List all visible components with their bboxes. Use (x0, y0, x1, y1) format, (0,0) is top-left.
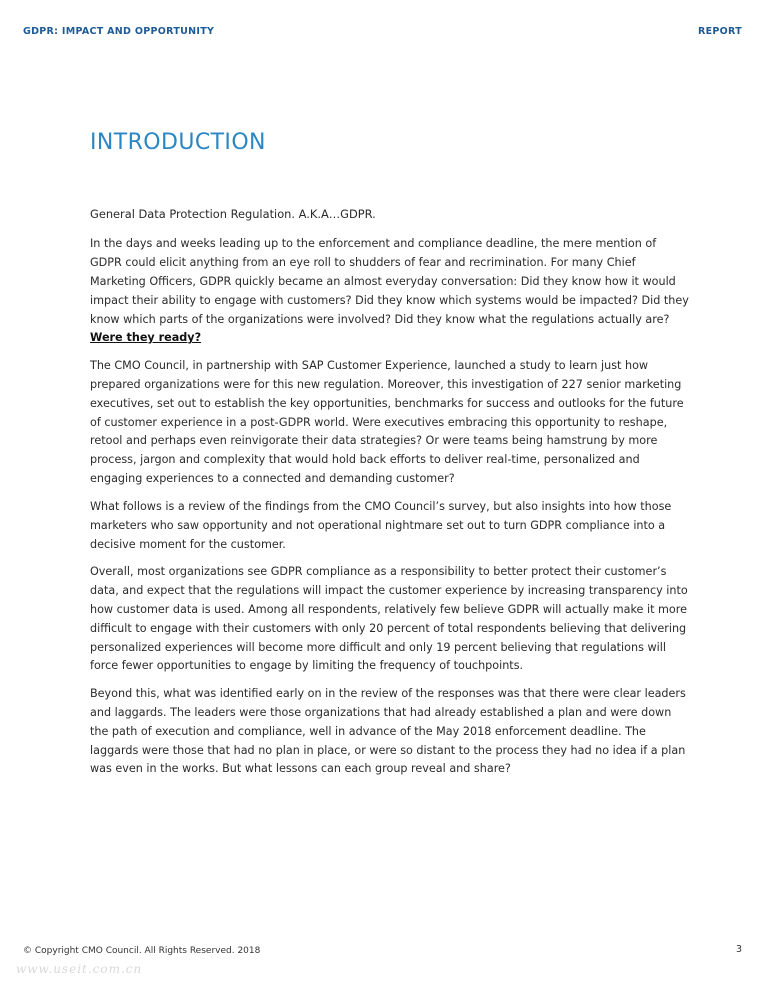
paragraph-3: What follows is a review of the findings from the CMO Council’s survey, but also insights into how those marketers who saw opportunity and not operational nightmare set out to turn GDPR compliance into a decisive moment for the customer. (90, 499, 672, 551)
paragraph-1-text: In the days and weeks leading up to the enforcement and compliance deadline, the mere mention of GDPR could elicit anything from an eye roll to shudders of fear and recrimination. For many Chief Marketing Officers, GDPR quickly became an almost everyday conversation: Did they know how it would impact their ability to engage with customers? Did they know which systems would be impacted? Did they know which parts of the organizations were involved? Did they know what the regulations actually are? (90, 236, 689, 326)
page-title: INTRODUCTION (90, 130, 266, 155)
page-number: 3 (735, 944, 742, 955)
paragraph-2: The CMO Council, in partnership with SAP Customer Experience, launched a study to learn just how prepared organizations were for this new regulation. Moreover, this investigation of 227 senior marketing executives, set out to establish the key opportunities, benchmarks for success and outlooks for the future of customer experience in a post-GDPR world. Were executives embracing this opportunity to reshape, retool and perhaps even reinvigorate their data strategies? Or were teams being hamstrung by more process, jargon and complexity that would hold back efforts to deliver real-time, personalized and engaging experiences to a connected and demanding customer? (90, 358, 684, 486)
paragraph-1 (90, 235, 690, 348)
running-header-title: GDPR: IMPACT AND OPPORTUNITY (23, 26, 215, 37)
paragraph-4: Overall, most organizations see GDPR compliance as a responsibility to better protect their customer’s data, and expect that the regulations will impact the customer experience by increasing transparency into how customer data is used. Among all respondents, relatively few believe GDPR will actually make it more difficult to engage with their customers with only 20 percent of total respondents believing that delivering personalized experiences will become more difficult and only 19 percent believing that regulations will force fewer opportunities to engage by limiting the frequency of touchpoints. (90, 564, 688, 673)
copyright-footer: © Copyright CMO Council. All Rights Reserved. 2018 (23, 946, 261, 956)
watermark: www.useit.com.cn (16, 962, 143, 976)
subheading: General Data Protection Regulation. A.K.A…GDPR. (90, 207, 376, 221)
paragraph-5: Beyond this, what was identified early on in the review of the responses was that there were clear leaders and laggards. The leaders were those organizations that had already established a plan and were down the path of execution and compliance, well in advance of the May 2018 enforcement deadline. The laggards were those that had no plan in place, or were so distant to the process they had no idea if a plan was even in the works. But what lessons can each group reveal and share? (90, 686, 686, 776)
running-header-section: REPORT (697, 26, 742, 37)
emphasis-text: Were they ready? (90, 331, 202, 345)
body-text (90, 205, 690, 788)
